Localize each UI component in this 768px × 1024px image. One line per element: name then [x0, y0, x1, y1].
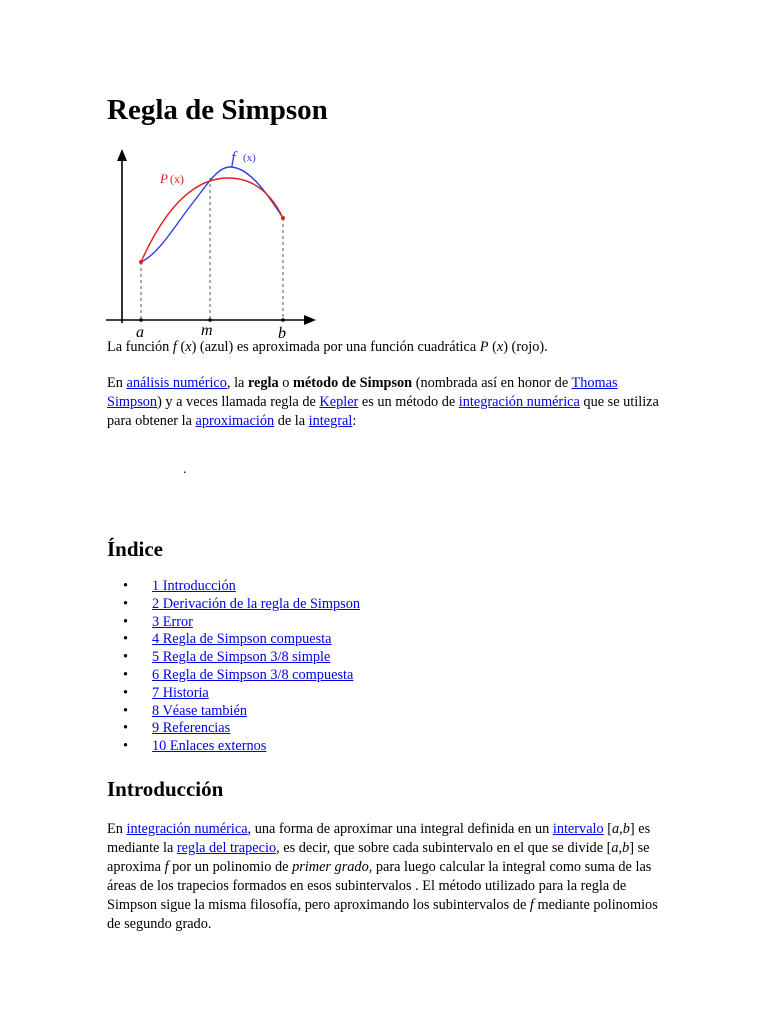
text: , es decir, que sobre cada subintervalo en el que se divide [ [276, 840, 612, 856]
y-axis-arrow [117, 149, 127, 161]
text: , [619, 821, 623, 837]
point-a [139, 260, 143, 264]
toc-item [107, 685, 360, 703]
toc-link-compuesta[interactable]: 4 Regla de Simpson compuesta [152, 631, 332, 648]
bullet: • [123, 738, 129, 755]
caption-var: P [479, 339, 489, 355]
text: (nombrada así en honor de [412, 375, 572, 391]
caption-text: ( [488, 339, 497, 355]
label-fx: (x) [243, 152, 256, 164]
bullet: • [123, 578, 129, 594]
bullet: • [123, 720, 129, 737]
bullet: • [123, 631, 129, 648]
text: En [107, 821, 127, 837]
link-kepler[interactable]: Kepler [319, 394, 359, 410]
bullet: • [123, 702, 129, 719]
point-b [281, 216, 285, 220]
toc-link-38-simple[interactable]: 5 Regla de Simpson 3/8 simple [152, 649, 331, 666]
caption-var: x [185, 339, 192, 355]
page-title: Regla de Simpson [107, 94, 328, 126]
caption-text: ) (rojo). [503, 339, 548, 355]
text: : [352, 413, 357, 429]
link-intervalo[interactable]: intervalo [552, 821, 604, 837]
link-analisis-numerico[interactable]: análisis numérico [126, 375, 227, 391]
simpson-diagram [100, 145, 330, 345]
formula-placeholder: . [183, 462, 187, 477]
bold-text: regla [247, 375, 279, 391]
bullet: • [123, 595, 129, 612]
link-aproximacion[interactable]: aproximación [195, 413, 275, 429]
var: a [611, 840, 619, 856]
caption-var: x [496, 339, 504, 355]
label-px: (x) [170, 172, 184, 186]
text: es un método de [358, 394, 459, 410]
toc-link-referencias[interactable]: 9 Referencias [152, 720, 231, 737]
text: [ [603, 821, 613, 837]
toc-item [107, 614, 360, 632]
index-title: Índice [107, 537, 164, 561]
curve-p [141, 178, 283, 262]
toc-link-enlaces-externos[interactable]: 10 Enlaces externos [152, 738, 267, 755]
var: b [622, 821, 630, 837]
toc-item [107, 631, 360, 649]
caption-var: f [172, 339, 177, 355]
label-p: P [160, 171, 168, 186]
caption-text: ) (azul) es aproximada por una función cuadrática [191, 339, 480, 355]
toc-link-vease-tambien[interactable]: 8 Véase también [152, 702, 248, 719]
var: a [612, 821, 620, 837]
toc-item [107, 596, 360, 614]
label-m: m [201, 322, 213, 339]
tick-a [139, 318, 143, 322]
table-of-contents [107, 578, 360, 756]
toc-link-introduccion[interactable]: 1 Introducción [152, 578, 236, 594]
toc-item [107, 578, 360, 596]
tick-b [281, 318, 285, 322]
var: f [164, 859, 169, 875]
text: de la [274, 413, 309, 429]
bullet: • [123, 666, 129, 683]
label-b: b [278, 325, 286, 342]
figure-caption [107, 338, 667, 357]
link-regla-del-trapecio[interactable]: regla del trapecio [176, 840, 277, 856]
section-title-introduccion: Introducción [107, 777, 224, 801]
x-axis-arrow [304, 315, 316, 325]
link-integracion-numerica-2[interactable]: integración numérica [126, 821, 248, 837]
toc-link-error[interactable]: 3 Error [152, 613, 193, 630]
text: ) y a veces llamada regla de [157, 394, 320, 410]
link-integracion-numerica[interactable]: integración numérica [458, 394, 580, 410]
caption-text: ( [176, 339, 186, 355]
bullet: • [123, 684, 129, 701]
link-thomas-simpson[interactable]: Thomas Simpson [107, 375, 618, 410]
text: , la [226, 375, 248, 391]
toc-item [107, 738, 360, 756]
text: , [618, 840, 623, 856]
toc-link-38-compuesta[interactable]: 6 Regla de Simpson 3/8 compuesta [152, 666, 354, 683]
label-a: a [136, 324, 144, 341]
toc-item [107, 649, 360, 667]
simpson-figure [100, 145, 330, 345]
intro-paragraph [107, 374, 667, 431]
toc-link-historia[interactable]: 7 Historia [152, 684, 209, 701]
text: que se utiliza para obtener la [107, 394, 659, 429]
bullet: • [123, 649, 129, 666]
text: mediante polinomios de segundo grado. [107, 897, 658, 932]
introduccion-paragraph [107, 820, 667, 934]
link-integral[interactable]: integral [308, 413, 353, 429]
var: f [529, 897, 534, 913]
text: ] se aproxima [107, 840, 650, 875]
text: , para luego calcular la integral como suma de las áreas de los trapecios formados en esos subintervalos . El método utilizado para la regla de Simpson sigue la misma filosofía, pero aproximando los subintervalos de [107, 859, 652, 913]
bold-text: método de Simpson [292, 375, 413, 391]
toc-link-derivacion[interactable]: 2 Derivación de la regla de Simpson [152, 595, 361, 612]
toc-item [107, 667, 360, 685]
text: o [278, 375, 293, 391]
bullet: • [123, 613, 129, 630]
text: , una forma de aproximar una integral definida en un [247, 821, 553, 837]
toc-item [107, 703, 360, 721]
var: b [622, 840, 630, 856]
text: ] es mediante la [107, 821, 651, 856]
text: por un polinomio de [168, 859, 293, 875]
toc-item [107, 720, 360, 738]
caption-text: La función [107, 339, 173, 355]
label-f: f [231, 148, 236, 167]
text: En [107, 375, 127, 391]
italic-text: primer grado [292, 859, 369, 875]
